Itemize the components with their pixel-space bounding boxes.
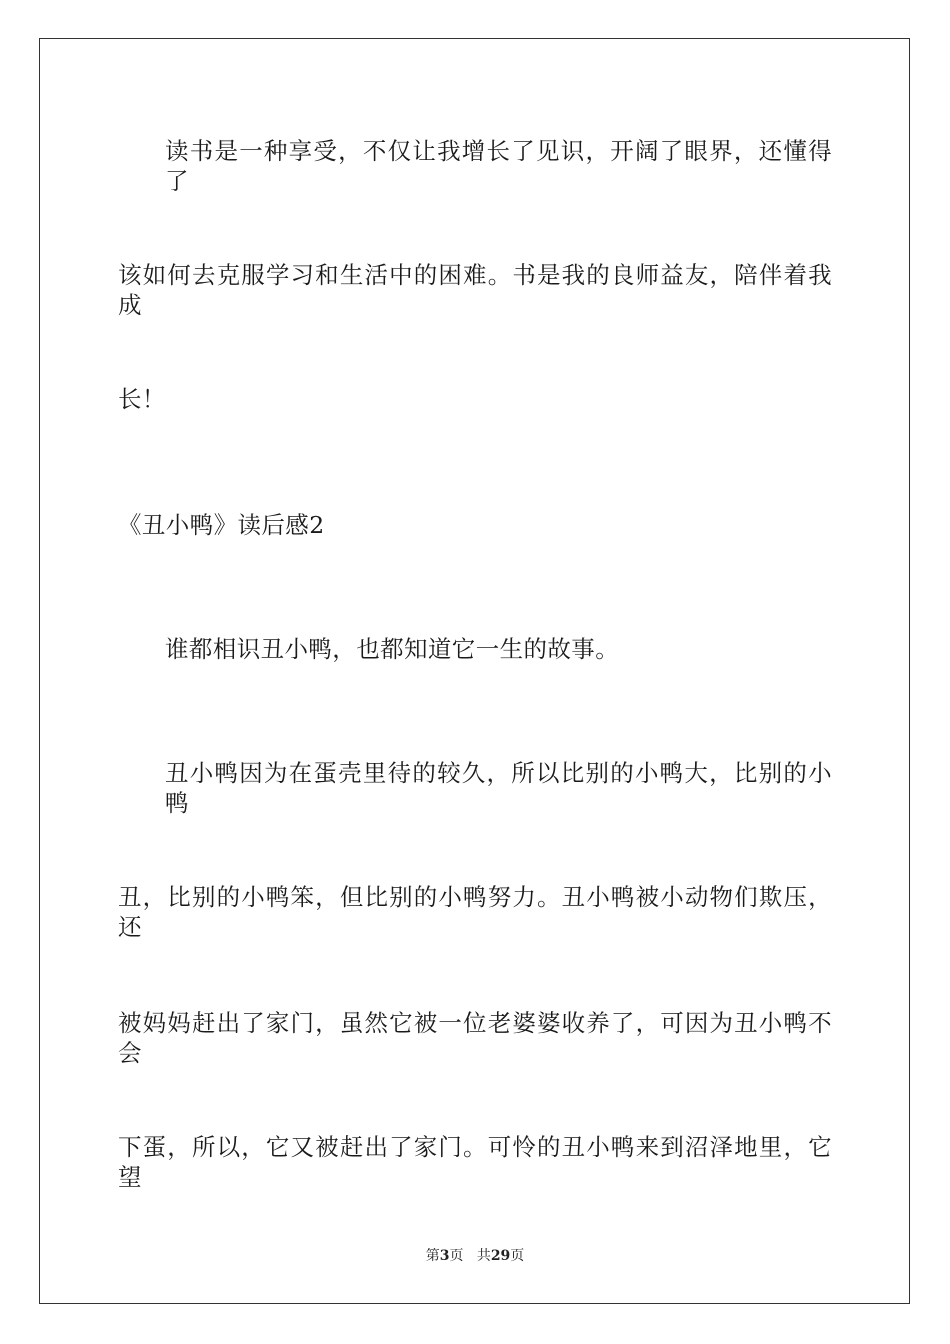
paragraph-line: 谁都相识丑小鸭，也都知道它一生的故事。 [165,635,620,663]
paragraph-line: 被妈妈赶出了家门，虽然它被一位老婆婆收养了，可因为丑小鸭不会 [118,1009,832,1067]
paragraph-line: 下蛋，所以，它又被赶出了家门。可怜的丑小鸭来到沼泽地里，它望 [118,1133,832,1191]
total-prefix: 共 [476,1248,491,1264]
section-heading: 《丑小鸭》读后感2 [118,511,325,539]
page-frame [39,38,910,1304]
paragraph-line: 丑小鸭因为在蛋壳里待的较久，所以比别的小鸭大，比别的小鸭 [165,759,832,817]
paragraph-line: 丑，比别的小鸭笨，但比别的小鸭努力。丑小鸭被小动物们欺压，还 [118,883,832,941]
page-current: 3 [439,1248,450,1264]
paragraph-line: 读书是一种享受，不仅让我增长了见识，开阔了眼界，还懂得了 [165,137,832,195]
paragraph-line: 该如何去克服学习和生活中的困难。书是我的良师益友，陪伴着我成 [118,261,832,319]
paragraph-line: 长！ [118,385,166,413]
total-suffix: 页 [510,1248,525,1264]
page-footer [0,1246,950,1266]
page-prefix: 第 [425,1248,440,1264]
page-suffix: 页 [449,1248,464,1264]
page-total: 29 [490,1248,511,1264]
